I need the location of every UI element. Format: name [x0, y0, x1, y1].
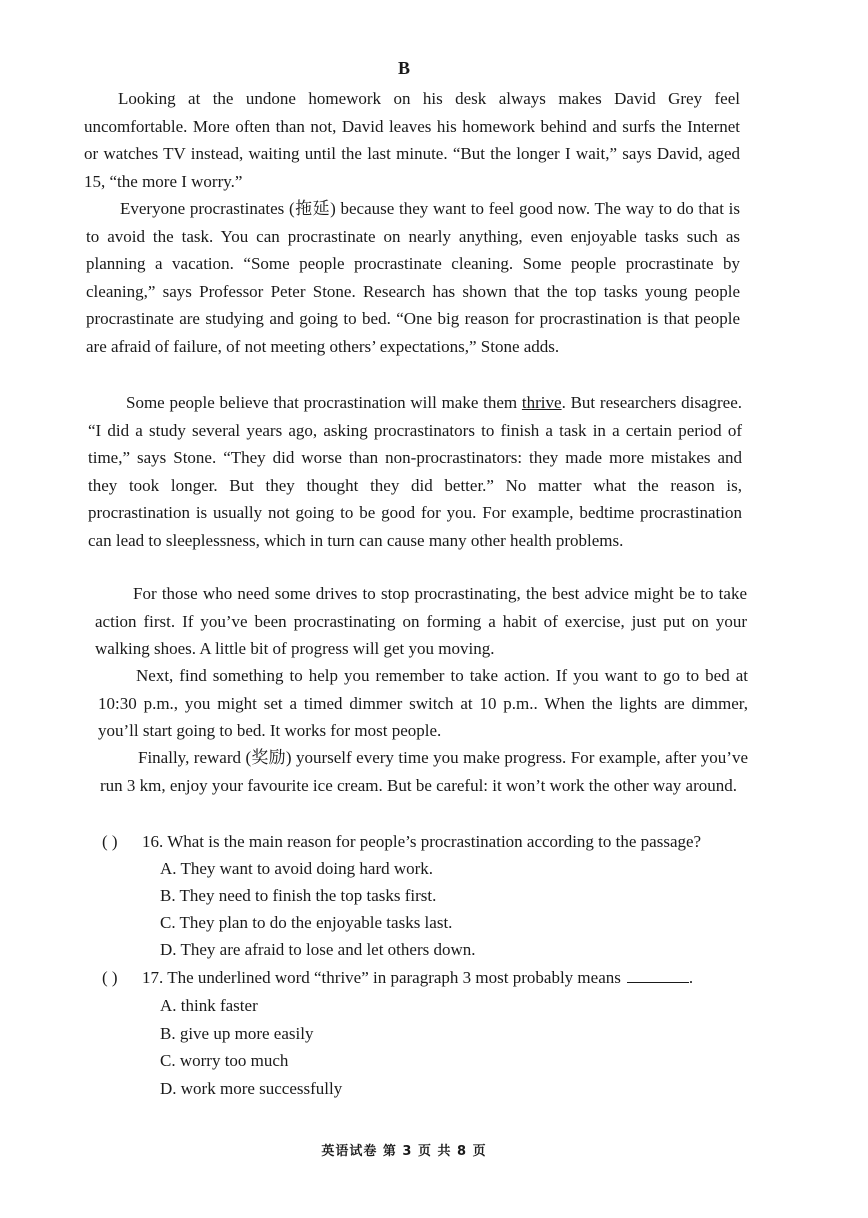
- paragraph-5: Next, find something to help you remember to take action. If you want to go to bed at 10:30 p.m., you might set a timed dimmer switch at 10 p.m.. When the lights are dimmer, you’ll start going to bed. It works for most people.: [98, 666, 748, 740]
- question-16: [102, 828, 762, 855]
- page-footer: 英语试卷 第 3 页 共 8 页: [321, 1144, 487, 1159]
- question-16-option-c: C. They plan to do the enjoyable tasks last.: [160, 913, 453, 932]
- question-17-text: 17. The underlined word “thrive” in paragraph 3 most probably means: [142, 968, 621, 987]
- question-17: [102, 964, 762, 991]
- question-17-option-a: A. think faster: [160, 996, 258, 1015]
- paragraph-4: For those who need some drives to stop procrastinating, the best advice might be to take action first. If you’ve been procrastinating on forming a habit of exercise, just put on your walking shoes. A little bit of progress will get you moving.: [95, 584, 747, 658]
- question-16-option-a: A. They want to avoid doing hard work.: [160, 859, 434, 878]
- section-letter: B: [397, 58, 410, 78]
- paragraph-3-text-before: Some people believe that procrastination will make them: [126, 393, 522, 412]
- answer-parenthesis[interactable]: ( ): [102, 968, 118, 987]
- paragraph-1: Looking at the undone homework on his desk always makes David Grey feel uncomfortable. More often than not, David leaves his homework behind and surfs the Internet or watches TV instead, waiting until the last minute. “But the longer I wait,” says David, aged 15, “the more I worry.”: [84, 89, 740, 191]
- paragraph-3-text-after: . But researchers disagree. “I did a study several years ago, asking procrastinators to finish a task in a certain period of time,” says Stone. “They did worse than non-procrastinators: they made more mistakes and they took longer. But they thought they did better.” No matter what the reason is, procrastination is usually not going to be good for you. For example, bedtime procrastination can lead to sleeplessness, which in turn can cause many other health problems.: [88, 393, 742, 550]
- paragraph-6: Finally, reward (奖励) yourself every time you make progress. For example, after you’ve run 3 km, enjoy your favourite ice cream. But be careful: it won’t work the other way around.: [100, 748, 748, 795]
- answer-parenthesis[interactable]: ( ): [102, 832, 118, 851]
- question-17-end: .: [688, 968, 694, 987]
- question-17-option-d: D. work more successfully: [160, 1079, 343, 1098]
- question-17-option-c: C. worry too much: [160, 1051, 289, 1070]
- answer-blank[interactable]: [627, 968, 689, 983]
- paragraph-2: Everyone procrastinates (拖延) because they want to feel good now. The way to do that is to avoid the task. You can procrastinate on nearly anything, even enjoyable tasks such as planning a vacation. “Some people procrastinate cleaning. Some people procrastinate by cleaning,” says Professor Peter Stone. Research has shown that the top tasks young people procrastinate are studying and going to bed. “One big reason for procrastination is that people are afraid of failure, of not meeting others’ expectations,” Stone adds.: [86, 199, 740, 356]
- question-16-option-d: D. They are afraid to lose and let others down.: [160, 940, 476, 959]
- question-16-option-b: B. They need to finish the top tasks first.: [160, 886, 437, 905]
- question-16-text: 16. What is the main reason for people’s procrastination according to the passage?: [142, 832, 702, 851]
- underlined-word-thrive: thrive: [521, 393, 562, 412]
- question-17-option-b: B. give up more easily: [160, 1024, 314, 1043]
- paragraph-3: [88, 389, 742, 554]
